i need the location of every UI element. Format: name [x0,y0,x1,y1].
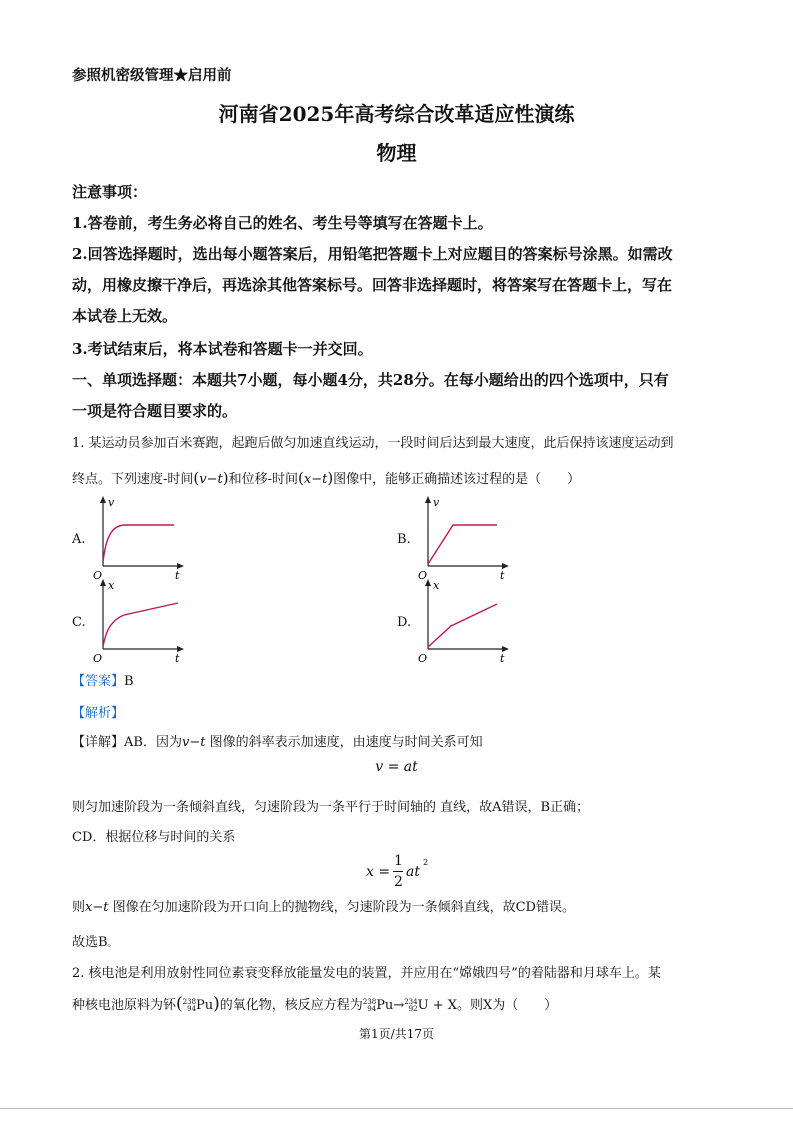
q1-vt-expr: v−t [199,472,223,487]
graph-a-curve [103,525,174,562]
graph-c-origin: O [93,652,103,665]
graph-b-origin: O [418,569,428,582]
option-a-label[interactable]: A. [72,532,86,547]
detail-tag: 【详解】 [72,735,125,750]
option-c-label[interactable]: C. [72,615,86,630]
graph-c[interactable] [90,577,190,665]
conclusion-2 [72,896,575,915]
pu-mass: 238 [182,997,197,1006]
fraction-bar [393,871,403,872]
q2-stem-line-1: 2. 核电池是利用放射性同位素衰变释放能量发电的装置，并应用在“嫦娥四号”的着陆器和月球车上。某 [72,966,661,981]
notice-item-1: 1.答卷前，考生务必将自己的姓名、考生号等填写在答题卡上。 [72,214,493,232]
q1-text-a: 终点。下列速度-时间 [72,472,194,487]
q1-stem-line-1: 1. 某运动员参加百米赛跑，起跑后做匀加速直线运动，一段时间后达到最大速度，此后保持该速度运动到 [72,436,674,451]
graph-b-curve [428,525,497,564]
page-number: 第1页/共17页 [359,1027,434,1041]
detail-expr: v−t [181,735,206,750]
graph-b-y-arrow [425,496,431,503]
graph-b[interactable] [415,494,515,582]
conclusion-2-expr: x−t [85,900,109,915]
graph-d-curve [428,604,497,647]
choose-line [72,931,117,950]
detail-line [72,731,483,750]
option-d-label[interactable]: D. [397,615,412,630]
graph-b-y-label: v [433,496,440,509]
pu-mass-2: 238 [362,997,377,1006]
graph-a-y-arrow [100,496,106,503]
subject-title: 物理 [376,141,417,165]
graph-d-x-label: t [500,652,505,665]
graph-c-x-label: t [175,652,180,665]
graph-d-y-arrow [425,579,431,586]
graph-d-y-label: x [433,579,440,592]
pu-num-2: 94 [367,1004,377,1013]
analysis-tag: 【解析】 [72,706,125,721]
bottom-divider [0,1108,793,1109]
formula-x-num: 1 [394,853,403,869]
answer-tag: 【答案】 [72,674,125,689]
section-1-line-1: 一、单项选择题：本题共7小题，每小题4分，共28分。在每小题给出的四个选项中，只有 [72,371,669,389]
conclusion-2-a: 则 [72,900,86,915]
u-symbol: U [417,998,429,1013]
q1-text-c: 图像中，能够正确描述该过程的是（ ） [333,472,581,487]
answer-value: B [124,674,134,689]
notice-item-2-line-3: 本试卷上无效。 [72,307,178,325]
pu-num: 94 [187,1004,197,1013]
formula-v-at: v = at [375,759,418,775]
graph-a[interactable] [90,494,190,582]
analysis-line [72,702,124,721]
formula-x-den: 2 [394,874,403,890]
q1-stem-line-2: 终点。下列速度-时间(v−t)和位移-时间(x−t)图像中，能够正确描述该过程的是（ ） [72,469,581,487]
formula-x-exp: 2 [423,858,429,867]
pu-symbol-2: Pu [376,998,394,1013]
reaction-arrow: → [393,998,405,1013]
notice-item-3: 3.考试结束后，将本试卷和答题卡一并交回。 [72,340,373,358]
q2-stem-line-2: 种核电池原料为钚(238 94Pu)的氧化物，核反应方程为238 94Pu→234 92U + X。则X为（ ） [72,994,558,1014]
option-b-label[interactable]: B. [397,532,411,547]
formula-x-lhs: x = [366,864,391,880]
graph-a-y-label: v [108,496,115,509]
detail-text-a: AB．因为 [124,735,182,750]
conclusion-1: 则匀加速阶段为一条倾斜直线，匀速阶段为一条平行于时间轴的 直线，故A错误，B正确； [72,800,590,815]
graph-a-origin: O [93,569,103,582]
formula-x-rhs: at [406,864,420,880]
confidential-label: 参照机密级管理★启用前 [72,67,232,84]
graph-c-y-label: x [108,579,115,592]
graph-c-curve [103,603,178,647]
notice-item-2-line-1: 2.回答选择题时，选出每小题答案后，用铅笔把答题卡上对应题目的答案标号涂黑。如需改 [72,245,673,263]
choose-text: 故选B [72,935,108,950]
graph-a-x-label: t [175,569,180,582]
u-mass: 234 [404,997,418,1006]
q2-text-b: 的氧化物，核反应方程为 [219,998,363,1013]
notice-heading: 注意事项： [72,183,148,201]
detail-text-b: 图像的斜率表示加速度，由速度与时间关系可知 [209,735,483,750]
section-1-line-2: 一项是符合题目要求的。 [72,402,238,420]
q2-text-c: 。则X为（ ） [456,998,558,1013]
conclusion-2-b: 图像在匀加速阶段为开口向上的抛物线，匀速阶段为一条倾斜直线，故CD错误。 [112,900,575,915]
cd-line: CD．根据位移与时间的关系 [72,830,236,845]
pu-symbol: Pu [196,998,214,1013]
q1-text-b: 和位移-时间 [228,472,298,487]
exam-title: 河南省2025年高考综合改革适应性演练 [218,102,575,126]
u-num: 92 [408,1004,418,1013]
q2-text-a: 种核电池原料为钚 [72,998,177,1013]
graph-b-x-label: t [500,569,505,582]
graph-d-origin: O [418,652,428,665]
q1-xt-expr: x−t [303,472,328,487]
graph-c-y-arrow [100,579,106,586]
graph-d[interactable] [415,577,515,665]
plus-x: + X [432,998,457,1013]
answer-line [72,670,134,689]
choose-dot: 。 [107,939,117,949]
notice-item-2-line-2: 动，用橡皮擦干净后，再选涂其他答案标号。回答非选择题时，将答案写在答题卡上，写在 [72,276,673,294]
